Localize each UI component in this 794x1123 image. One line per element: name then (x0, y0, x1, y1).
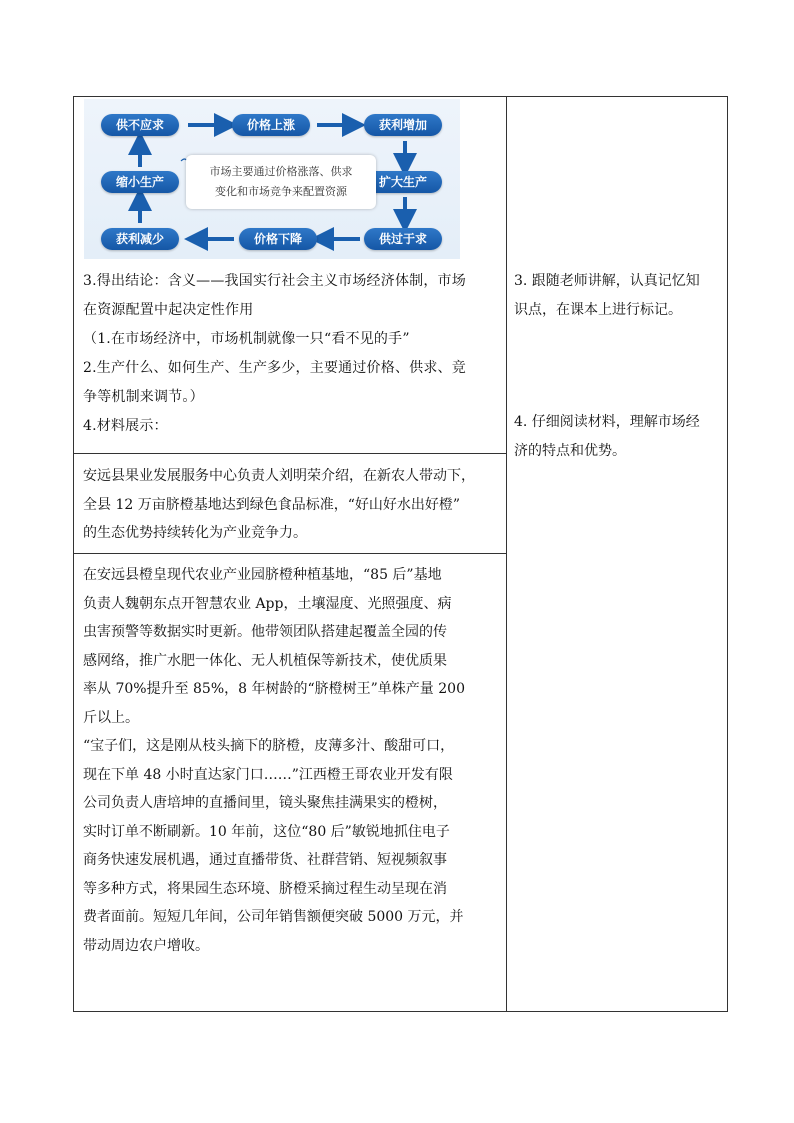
material-paragraph-2 (83, 561, 501, 960)
market-mechanism-diagram (84, 99, 460, 259)
node-price-up: 价格上涨 (232, 114, 310, 136)
text-line: 济的特点和优势。 (514, 443, 626, 459)
text-line: 全县 12 万亩脐橙基地达到绿色食品标准，“好山好水出好橙” (83, 496, 461, 513)
text-line: 公司负责人唐培坤的直播间里，镜头聚焦挂满果实的橙树， (83, 795, 447, 811)
text-line: 3. 跟随老师讲解，认真记忆知 (514, 273, 700, 289)
text-line: 识点，在课本上进行标记。 (514, 302, 682, 318)
text-line: 感网络，推广水肥一体化、无人机植保等新技术，使优质果 (83, 652, 447, 669)
text-line: 实时订单不断刷新。10 年前，这位“80 后”敏锐地抓住电子 (83, 823, 450, 840)
text-line: 4. 仔细阅读材料，理解市场经 (514, 414, 700, 430)
text-line: 带动周边农户增收。 (83, 937, 209, 954)
text-line: 费者面前。短短几年间，公司年销售额便突破 5000 万元，并 (83, 909, 464, 925)
node-oversupply: 供过于求 (364, 228, 442, 250)
text-line: 商务快速发展机遇，通过直播带货、社群营销、短视频叙事 (83, 852, 447, 868)
node-expand-production: 扩大生产 (364, 171, 442, 193)
text-line: 安远县果业发展服务中心负责人刘明荣介绍，在新农人带动下， (83, 468, 475, 484)
diagram-center-note (186, 155, 376, 209)
conclusion-text (83, 267, 503, 441)
text-line: 2.生产什么、如何生产、生产多少，主要通过价格、供求、竞 (83, 360, 466, 376)
text-line: 争等机制来调节。） (83, 389, 204, 405)
student-activity-column (507, 97, 727, 1011)
node-profit-up: 获利增加 (364, 114, 442, 136)
teacher-activity-column (74, 97, 506, 1011)
row-divider (74, 453, 506, 454)
student-activity-4 (514, 408, 726, 466)
center-note-line: 市场主要通过价格涨落、供求 (209, 165, 353, 178)
text-line: 负责人魏朝东点开智慧农业 App，土壤湿度、光照强度、病 (83, 595, 452, 612)
text-line: 3.得出结论：含义——我国实行社会主义市场经济体制，市场 (83, 273, 466, 289)
text-line: （1.在市场经济中，市场机制就像一只“看不见的手” (83, 331, 410, 347)
row-divider (74, 553, 506, 554)
text-line: 在安远县橙皇现代农业产业园脐橙种植基地，“85 后”基地 (83, 567, 442, 583)
text-line: 的生态优势持续转化为产业竞争力。 (83, 525, 307, 541)
node-profit-down: 获利减少 (101, 228, 179, 250)
text-line: “宝子们，这是刚从枝头摘下的脐橙，皮薄多汁、酸甜可口， (83, 738, 455, 754)
node-supply-short: 供不应求 (101, 114, 179, 136)
text-line: 4.材料展示： (83, 418, 168, 434)
text-line: 斤以上。 (83, 709, 139, 726)
node-shrink-production: 缩小生产 (101, 171, 179, 193)
node-price-down: 价格下降 (239, 228, 317, 250)
text-line: 等多种方式，将果园生态环境、脐橙采摘过程生动呈现在消 (83, 880, 447, 897)
text-line: 现在下单 48 小时直达家门口……”江西橙王哥农业开发有限 (83, 766, 453, 783)
text-line: 率从 70%提升至 85%，8 年树龄的“脐橙树王”单株产量 200 (83, 681, 465, 697)
lesson-table (73, 96, 728, 1012)
center-note-line: 变化和市场竞争来配置资源 (215, 185, 347, 198)
material-paragraph-1 (83, 462, 501, 548)
student-activity-3 (514, 267, 726, 325)
text-line: 在资源配置中起决定性作用 (83, 302, 254, 318)
text-line: 虫害预警等数据实时更新。他带领团队搭建起覆盖全园的传 (83, 624, 447, 640)
